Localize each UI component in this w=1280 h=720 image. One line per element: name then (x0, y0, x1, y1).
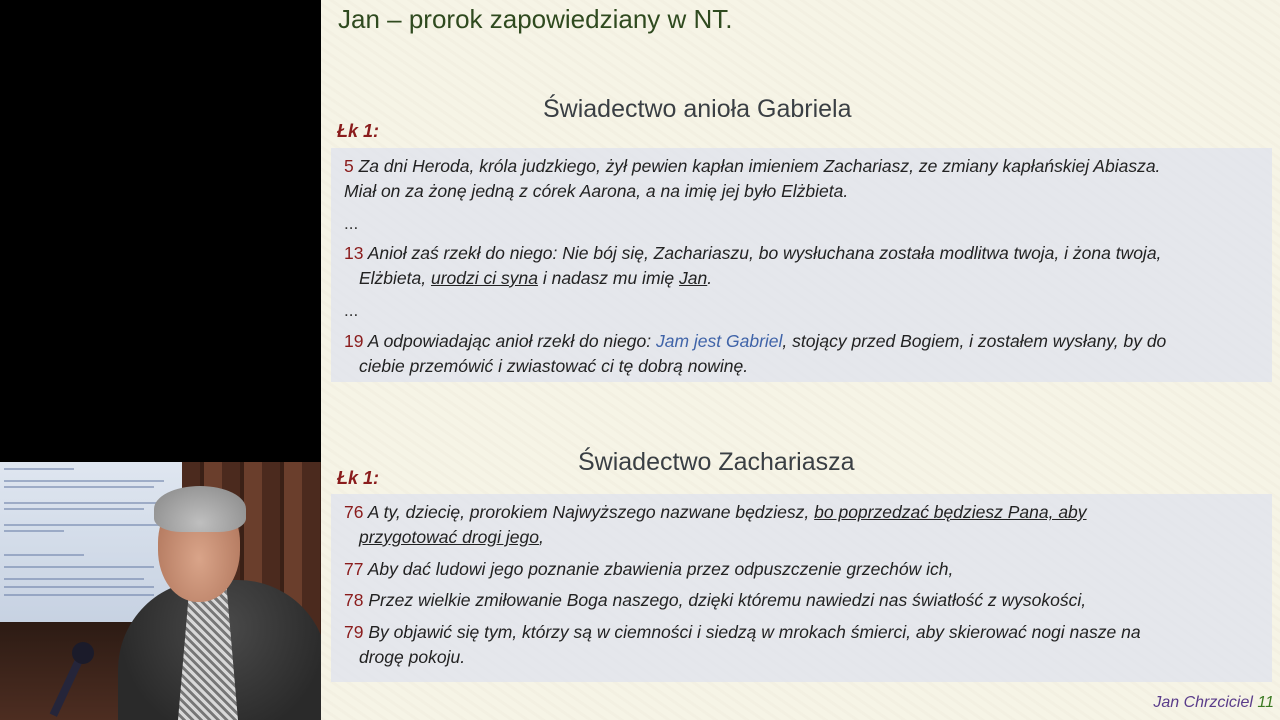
ellipsis: ... (344, 301, 359, 320)
verse-5 (344, 154, 1254, 204)
page-number: 11 (1257, 694, 1274, 711)
section-heading-gabriel: Świadectwo anioła Gabriela (543, 95, 852, 123)
verse-fragment: Elżbieta, (359, 268, 431, 288)
scripture-reference: Łk 1: (337, 468, 380, 488)
underlined-phrase: bo poprzedzać będziesz Pana, aby (814, 502, 1087, 522)
verse-number: 79 (344, 622, 364, 642)
video-black-area (0, 0, 321, 462)
verse-text-cont (344, 525, 1254, 550)
verse-79 (344, 620, 1254, 670)
verse-text: Przez wielkie zmiłowanie Boga naszego, dzięki któremu nawiedzi nas światłość z wysokości, (368, 590, 1087, 610)
speaker-hair (154, 486, 246, 532)
section-heading-zachariasz: Świadectwo Zachariasza (578, 448, 855, 476)
verse-text-cont: drogę pokoju. (359, 647, 466, 667)
verse-fragment: i nadasz mu imię (537, 268, 680, 288)
slide-footer (1153, 694, 1274, 712)
slide-title: Jan – prorok zapowiedziany w NT. (338, 4, 733, 34)
microphone-icon (72, 642, 94, 664)
verse-78 (344, 588, 1254, 613)
verse-text: By objawić się tym, którzy są w ciemności i siedzą w mrokach śmierci, aby skierować nogi nasze na (368, 622, 1141, 642)
verse-fragment: A odpowiadając anioł rzekł do niego: (367, 331, 656, 351)
underlined-phrase: Jan (679, 268, 708, 288)
verse-text-cont: Miał on za żonę jedną z córek Aarona, a na imię jej było Elżbieta. (344, 181, 849, 201)
verse-text: Anioł zaś rzekł do niego: Nie bój się, Zachariaszu, bo wysłuchana została modlitwa twoja, i żona twoja, (367, 243, 1162, 263)
verse-19 (344, 329, 1254, 379)
verse-number: 78 (344, 590, 364, 610)
verse-fragment: , (538, 527, 544, 547)
verse-13 (344, 241, 1254, 291)
verse-fragment: . (707, 268, 713, 288)
verse-number: 77 (344, 559, 364, 579)
verse-77 (344, 557, 1254, 582)
verse-fragment: , stojący przed Bogiem, i zostałem wysłany, by do (782, 331, 1167, 351)
verse-number: 5 (344, 156, 354, 176)
verse-number: 13 (344, 243, 364, 263)
footer-label: Jan Chrzciciel (1153, 694, 1253, 711)
verse-76 (344, 500, 1254, 550)
underlined-phrase: przygotować drogi jego (359, 527, 539, 547)
verse-box-gabriel (331, 148, 1272, 382)
presentation-slide (321, 0, 1280, 720)
verse-text-cont: ciebie przemówić i zwiastować ci tę dobrą nowinę. (359, 356, 749, 376)
verse-box-zachariasz (331, 494, 1272, 682)
verse-text: Za dni Heroda, króla judzkiego, żył pewien kapłan imieniem Zachariasz, ze zmiany kapłańskiej Abiasza. (358, 156, 1161, 176)
scripture-reference: Łk 1: (337, 121, 380, 141)
verse-number: 76 (344, 502, 364, 522)
verse-fragment: A ty, dziecię, prorokiem Najwyższego nazwane będziesz, (367, 502, 815, 522)
ellipsis: ... (344, 214, 359, 233)
verse-text-cont (344, 266, 1254, 291)
verse-number: 19 (344, 331, 364, 351)
highlighted-phrase: Jam jest Gabriel (655, 331, 783, 351)
speaker-camera-feed (0, 462, 321, 720)
verse-text: Aby dać ludowi jego poznanie zbawienia przez odpuszczenie grzechów ich, (367, 559, 954, 579)
underlined-phrase: urodzi ci syna (430, 268, 538, 288)
